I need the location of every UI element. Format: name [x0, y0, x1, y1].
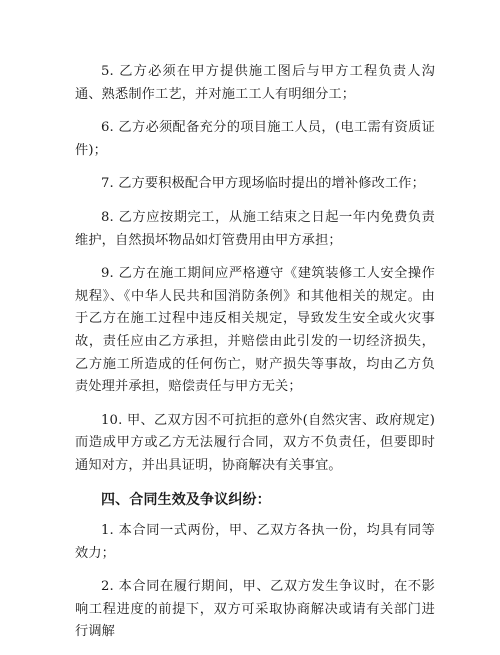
clause-5: 5. 乙方必须在甲方提供施工图后与甲方工程负责人沟通、熟悉制作工艺，并对施工工人有明细分工；: [75, 64, 435, 102]
clause-6: 6. 乙方必须配备充分的项目施工人员，(电工需有资质证件)；: [75, 120, 435, 158]
section-clause-2: 2. 本合同在履行期间，甲、乙双方发生争议时，在不影响工程进度的前提下，双方可采取协商解决或请有关部门进行调解: [75, 579, 435, 640]
section-clause-1: 1. 本合同一式两份，甲、乙双方各执一份，均具有同等效力；: [75, 523, 435, 561]
clause-10: 10. 甲、乙双方因不可抗拒的意外(自然灾害、政府规定)而造成甲方或乙方无法履行合同，双方不负责任，但要即时通知对方，并出具证明，协商解决有关事宜。: [75, 412, 435, 473]
clause-9: 9. 乙方在施工期间应严格遵守《建筑装修工人安全操作规程》、《中华人民共和国消防条例》和其他相关的规定。由于乙方在施工过程中违反相关规定，导致发生安全或火灾事故，责任应由乙方承担，并赔偿由此引发的一切经济损失，乙方施工所造成的任何伤亡，财产损失等事故，均由乙方负责处理并承担，赔偿责任与甲方无关；: [75, 266, 435, 395]
clause-8: 8. 乙方应按期完工，从施工结束之日起一年内免费负责维护，自然损坏物品如灯管费用由甲方承担；: [75, 209, 435, 248]
document-body: [75, 61, 435, 655]
section-heading: 四、合同生效及争议纠纷：: [101, 491, 271, 508]
clause-7: 7. 乙方要积极配合甲方现场临时提出的增补修改工作；: [101, 176, 425, 192]
